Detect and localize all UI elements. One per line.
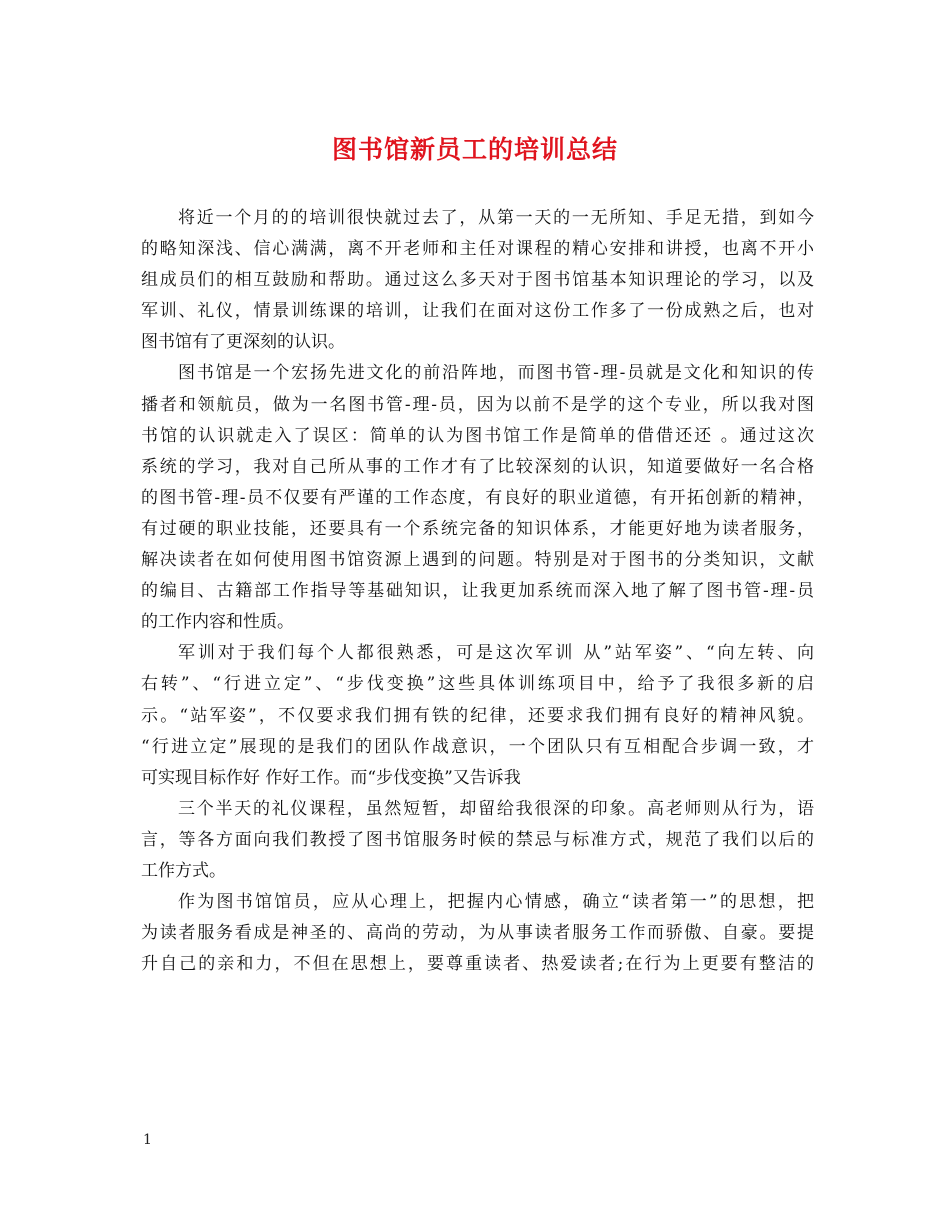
text-line: 右转”、“行进立定”、“步伐变换”这些具体训练项目中，给予了我很多新的启 bbox=[141, 674, 814, 695]
text-line: 作为图书馆馆员，应从心理上，把握内心情感，确立“读者第一”的思想，把 bbox=[178, 892, 814, 913]
text-line: 书馆的认识就走入了误区：简单的认为图书馆工作是简单的借借还还 。通过这次 bbox=[141, 425, 814, 446]
text-line: 解决读者在如何使用图书馆资源上遇到的问题。特别是对于图书的分类知识，文献 bbox=[141, 550, 814, 571]
page-number: 1 bbox=[143, 1132, 152, 1148]
text-line: 可实现目标作好 作好工作。而“步伐变换”又告诉我 bbox=[141, 767, 521, 788]
text-line: 将近一个月的的培训很快就过去了，从第一天的一无所知、手足无措，到如今 bbox=[178, 208, 814, 228]
text-line: 图书馆有了更深刻的认识。 bbox=[141, 332, 345, 353]
text-line: 工作方式。 bbox=[141, 860, 226, 881]
text-line: 图书馆是一个宏扬先进文化的前沿阵地，而图书管-理-员就是文化和知识的传 bbox=[178, 363, 814, 384]
text-line: 的编目、古籍部工作指导等基础知识，让我更加系统而深入地了解了图书管-理-员 bbox=[141, 581, 814, 602]
text-line: 播者和领航员，做为一名图书管-理-员，因为以前不是学的这个专业，所以我对图 bbox=[141, 394, 814, 415]
text-line: 军训、礼仪，情景训练课的培训，让我们在面对这份工作多了一份成熟之后，也对 bbox=[141, 301, 814, 322]
text-line: 有过硬的职业技能，还要具有一个系统完备的知识体系，才能更好地为读者服务， bbox=[141, 518, 814, 539]
text-line: 为读者服务看成是神圣的、高尚的劳动，为从事读者服务工作而骄傲、自豪。要提 bbox=[141, 923, 814, 944]
text-line: 系统的学习，我对自己所从事的工作才有了比较深刻的认识，知道要做好一名合格 bbox=[141, 456, 814, 477]
document-title: 图书馆新员工的培训总结 bbox=[331, 135, 618, 164]
text-line: 军训对于我们每个人都很熟悉，可是这次军训 从”站军姿”、“向左转、向 bbox=[178, 643, 814, 664]
text-line: 升自己的亲和力，不但在思想上，要尊重读者、热爱读者;在行为上更要有整洁的 bbox=[141, 954, 814, 975]
text-line: “行进立定”展现的是我们的团队作战意识，一个团队只有互相配合步调一致，才 bbox=[141, 736, 814, 757]
text-line: 的工作内容和性质。 bbox=[141, 612, 294, 633]
text-line: 组成员们的相互鼓励和帮助。通过这么多天对于图书馆基本知识理论的学习，以及 bbox=[141, 270, 814, 291]
text-line: 的略知深浅、信心满满，离不开老师和主任对课程的精心安排和讲授，也离不开小 bbox=[141, 239, 814, 260]
document-body bbox=[141, 203, 814, 980]
text-line: 言，等各方面向我们教授了图书馆服务时候的禁忌与标准方式，规范了我们以后的 bbox=[141, 829, 814, 850]
text-line: 的图书管-理-员不仅要有严谨的工作态度，有良好的职业道德，有开拓创新的精神， bbox=[141, 487, 814, 508]
text-line: 示。“站军姿”，不仅要求我们拥有铁的纪律，还要求我们拥有良好的精神风貌。 bbox=[141, 705, 814, 726]
text-line: 三个半天的礼仪课程，虽然短暂，却留给我很深的印象。高老师则从行为，语 bbox=[178, 798, 814, 819]
